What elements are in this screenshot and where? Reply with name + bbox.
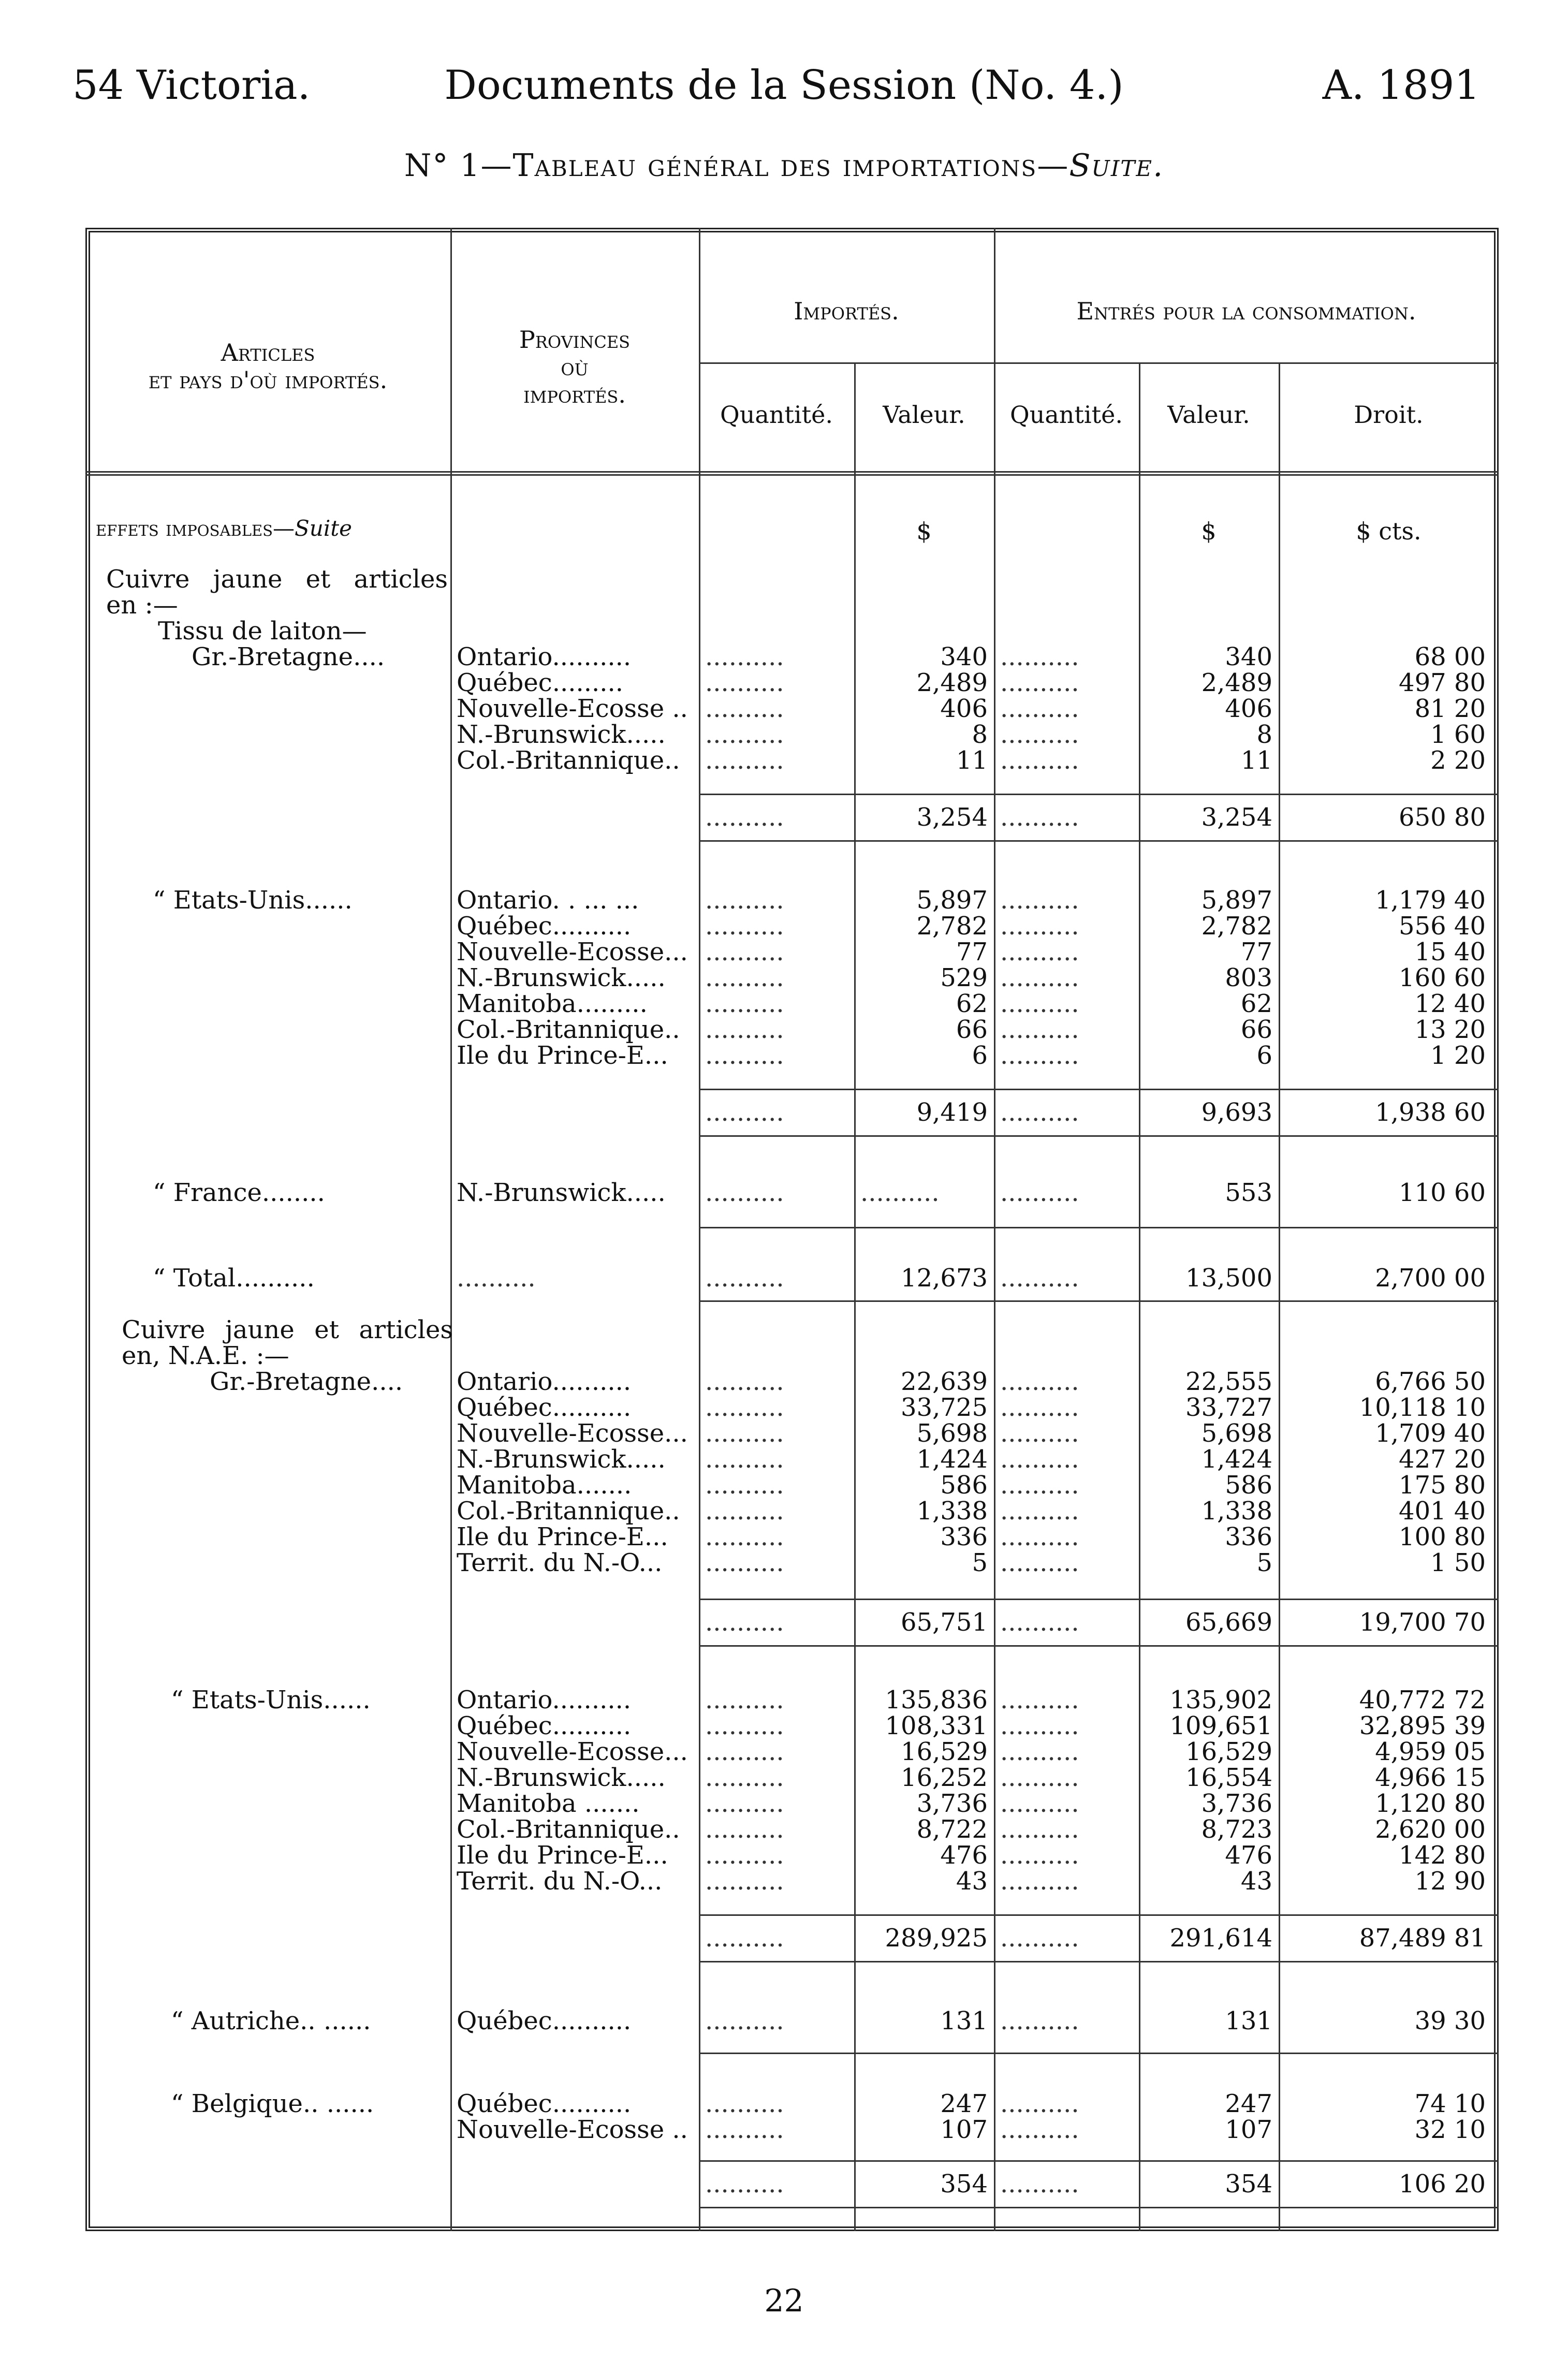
group2-eu-row-5-duty: 2,620 00 <box>1375 1815 1486 1844</box>
group2-eu-row-0-qty2-leader: .......... <box>1000 1688 1079 1712</box>
group2-gb-row-3-qty1-leader: .......... <box>705 1447 784 1472</box>
group1-gb-row-0-province: Ontario.......... <box>457 642 632 671</box>
group1-total-prov-leader: .......... <box>457 1266 536 1291</box>
group2-gb-row-7-province: Territ. du N.-O... <box>457 1548 663 1577</box>
group2-belgique-row-1-province: Nouvelle-Ecosse .. <box>457 2115 688 2144</box>
group1-eu-total-top-rule <box>699 1089 1499 1090</box>
group2-eu-row-3-value-imported: 16,252 <box>901 1763 988 1792</box>
group1-gb-row-3-province: N.-Brunswick..... <box>457 720 666 749</box>
group1-france-country: “ France........ <box>153 1178 325 1207</box>
group1-gb-row-4-value-entered: 11 <box>1240 746 1272 775</box>
group1-eu-row-0-qty1-leader: .......... <box>705 888 784 913</box>
group1-total-value-entered: 13,500 <box>1185 1264 1272 1293</box>
group2-gb-row-2-qty1-leader: .......... <box>705 1421 784 1446</box>
group2-autriche-row-qty2-leader: .......... <box>1000 2009 1079 2033</box>
group2-gb-row-0-value-imported: 22,639 <box>901 1367 988 1396</box>
group1-eu-row-0-value-imported: 5,897 <box>916 886 988 915</box>
col-articles-line1: Articles <box>221 339 315 367</box>
group2-gb-row-6-value-imported: 336 <box>940 1522 988 1551</box>
group1-eu-total-qty2-leader: .......... <box>1000 1100 1079 1125</box>
header-bottom-rule <box>85 471 1499 476</box>
group2-gb-row-4-value-imported: 586 <box>940 1471 988 1500</box>
unit-valeur-2: $ <box>1201 517 1217 545</box>
group2-gb-row-5-duty: 401 40 <box>1399 1497 1486 1526</box>
group1-eu-total-qty1-leader: .......... <box>705 1100 784 1125</box>
group1-eu-row-6-province: Ile du Prince-E... <box>457 1041 668 1070</box>
group1-gb-total-value-entered: 3,254 <box>1201 803 1272 832</box>
group1-gb-row-3-duty: 1 60 <box>1430 720 1486 749</box>
group2-eu-row-0-province: Ontario.......... <box>457 1686 632 1715</box>
group1-gb-row-0-value-entered: 340 <box>1225 642 1272 671</box>
group1-heading-line1: Cuivre jaune et articles <box>106 565 448 594</box>
col-importes: Importés. <box>794 297 899 325</box>
group1-gb-row-0-qty1-leader: .......... <box>705 644 784 669</box>
group2-gb-row-3-qty2-leader: .......... <box>1000 1447 1079 1472</box>
group1-eu-row-4-duty: 12 40 <box>1414 989 1486 1018</box>
table-title-main: N° 1—Tableau général des importations— <box>404 148 1069 184</box>
group2-eu-row-1-value-imported: 108,331 <box>885 1711 988 1740</box>
group2-eu-row-7-province: Territ. du N.-O... <box>457 1867 663 1896</box>
group2-gb-row-0-qty1-leader: .......... <box>705 1369 784 1394</box>
group1-france-qty2-leader: .......... <box>1000 1180 1079 1205</box>
group2-belgique-row-1-qty2-leader: .......... <box>1000 2117 1079 2142</box>
group2-eu-row-2-qty2-leader: .......... <box>1000 1739 1079 1764</box>
group2-gb-row-5-value-entered: 1,338 <box>1201 1497 1272 1526</box>
group2-belgique-row-1-duty: 32 10 <box>1414 2115 1486 2144</box>
group2-eu-row-5-value-entered: 8,723 <box>1201 1815 1272 1844</box>
group1-eu-total-value-entered: 9,693 <box>1201 1098 1272 1127</box>
group2-eu-row-1-qty1-leader: .......... <box>705 1713 784 1738</box>
group1-eu-row-6-value-entered: 6 <box>1256 1041 1272 1070</box>
group2-eu-row-1-value-entered: 109,651 <box>1169 1711 1272 1740</box>
group2-eu-total-qty1-leader: .......... <box>705 1926 784 1951</box>
group1-heading-line2: en :— <box>106 591 178 620</box>
group2-eu-total-qty2-leader: .......... <box>1000 1926 1079 1951</box>
group1-gb-row-1-qty2-leader: .......... <box>1000 670 1079 695</box>
group2-eu-total-top-rule <box>699 1914 1499 1916</box>
group1-gb-total-bottom-rule <box>699 840 1499 842</box>
group1-eu-row-5-qty1-leader: .......... <box>705 1017 784 1042</box>
group2-gb-row-1-qty2-leader: .......... <box>1000 1395 1079 1420</box>
col-entres: Entrés pour la consommation. <box>1076 297 1416 325</box>
group1-gb-row-1-qty1-leader: .......... <box>705 670 784 695</box>
group2-gb-row-1-province: Québec.......... <box>457 1393 632 1422</box>
group2-eu-row-0-qty1-leader: .......... <box>705 1688 784 1712</box>
group2-eu-row-4-qty1-leader: .......... <box>705 1791 784 1816</box>
group2-eu-row-6-value-entered: 476 <box>1225 1841 1272 1870</box>
group1-eu-row-0-value-entered: 5,897 <box>1201 886 1272 915</box>
group2-belgique-row-1-value-entered: 107 <box>1225 2115 1272 2144</box>
group1-gb-row-3-value-imported: 8 <box>972 720 988 749</box>
column-rule <box>1139 362 1140 2231</box>
group2-belgique-row-0-qty2-leader: .......... <box>1000 2091 1079 2116</box>
group2-gb-row-1-duty: 10,118 10 <box>1359 1393 1486 1422</box>
group2-belgique-total-qty1-leader: .......... <box>705 2172 784 2196</box>
group2-gb-row-1-value-entered: 33,727 <box>1185 1393 1272 1422</box>
group2-autriche-row-province: Québec.......... <box>457 2006 632 2035</box>
group1-eu-row-2-qty2-leader: .......... <box>1000 940 1079 964</box>
group1-eu-row-1-duty: 556 40 <box>1399 912 1486 941</box>
group2-eu-row-2-province: Nouvelle-Ecosse... <box>457 1737 688 1766</box>
group1-eu-row-3-value-imported: 529 <box>940 963 988 992</box>
group2-gb-row-7-duty: 1 50 <box>1430 1548 1486 1577</box>
group2-eu-row-1-duty: 32,895 39 <box>1359 1711 1486 1740</box>
group1-gb-row-3-value-entered: 8 <box>1256 720 1272 749</box>
group1-gb-country: Gr.-Bretagne.... <box>192 642 385 671</box>
group1-eu-row-0-qty2-leader: .......... <box>1000 888 1079 913</box>
group1-gb-row-3-qty2-leader: .......... <box>1000 722 1079 747</box>
group2-eu-row-6-province: Ile du Prince-E... <box>457 1841 668 1870</box>
group2-gb-row-2-qty2-leader: .......... <box>1000 1421 1079 1446</box>
group2-gb-row-0-province: Ontario.......... <box>457 1367 632 1396</box>
col-provinces-line1: Provinces <box>519 326 631 354</box>
group2-gb-row-6-qty2-leader: .......... <box>1000 1525 1079 1549</box>
group2-belgique-total-bottom-rule <box>699 2207 1499 2208</box>
group1-gb-row-4-duty: 2 20 <box>1430 746 1486 775</box>
group2-eu-row-4-value-entered: 3,736 <box>1201 1789 1272 1818</box>
section-label-text: effets imposables— <box>96 516 295 541</box>
group1-france-rule <box>699 1227 1499 1228</box>
group2-gb-row-6-province: Ile du Prince-E... <box>457 1522 668 1551</box>
group2-eu-row-4-qty2-leader: .......... <box>1000 1791 1079 1816</box>
group1-eu-row-4-value-entered: 62 <box>1240 989 1272 1018</box>
group2-eu-row-5-qty1-leader: .......... <box>705 1817 784 1842</box>
group1-eu-row-6-value-imported: 6 <box>972 1041 988 1070</box>
group2-gb-country: Gr.-Bretagne.... <box>210 1367 403 1396</box>
group2-gb-row-5-qty1-leader: .......... <box>705 1499 784 1523</box>
group2-belgique-total-duty: 106 20 <box>1399 2170 1486 2199</box>
group1-eu-row-1-qty1-leader: .......... <box>705 914 784 939</box>
group2-eu-row-6-duty: 142 80 <box>1399 1841 1486 1870</box>
group1-gb-row-4-qty1-leader: .......... <box>705 748 784 773</box>
column-rule <box>699 228 700 2231</box>
group1-eu-row-1-value-entered: 2,782 <box>1201 912 1272 941</box>
group2-belgique-total-value-entered: 354 <box>1225 2170 1272 2199</box>
group1-eu-row-0-duty: 1,179 40 <box>1375 886 1486 915</box>
group1-eu-row-4-qty1-leader: .......... <box>705 991 784 1016</box>
column-rule <box>450 228 452 2231</box>
group2-eu-row-6-value-imported: 476 <box>940 1841 988 1870</box>
group1-eu-row-5-value-entered: 66 <box>1240 1015 1272 1044</box>
group2-eu-row-0-value-entered: 135,902 <box>1169 1686 1272 1715</box>
col-droit: Droit. <box>1354 401 1424 429</box>
group2-gb-row-1-qty1-leader: .......... <box>705 1395 784 1420</box>
group2-belgique-total-value-imported: 354 <box>940 2170 988 2199</box>
group1-total-qty2-leader: .......... <box>1000 1266 1079 1291</box>
group2-gb-row-0-value-entered: 22,555 <box>1185 1367 1272 1396</box>
group1-gb-row-1-duty: 497 80 <box>1399 668 1486 697</box>
group2-eu-row-3-province: N.-Brunswick..... <box>457 1763 666 1792</box>
group2-gb-row-6-qty1-leader: .......... <box>705 1525 784 1549</box>
group2-eu-row-5-qty2-leader: .......... <box>1000 1817 1079 1842</box>
group2-belgique-country: “ Belgique.. ...... <box>171 2089 374 2118</box>
group2-belgique-total-top-rule <box>699 2160 1499 2162</box>
group2-gb-row-0-duty: 6,766 50 <box>1375 1367 1486 1396</box>
group1-gb-row-0-duty: 68 00 <box>1414 642 1486 671</box>
group1-eu-row-3-value-entered: 803 <box>1225 963 1272 992</box>
group2-eu-total-bottom-rule <box>699 1961 1499 1962</box>
col-provinces-line3: importés. <box>523 380 626 408</box>
group1-france-value-entered: 553 <box>1225 1178 1272 1207</box>
column-rule <box>994 228 995 2231</box>
group2-gb-total-qty2-leader: .......... <box>1000 1610 1079 1635</box>
header-left: 54 Victoria. <box>72 62 311 109</box>
group2-gb-total-top-rule <box>699 1599 1499 1600</box>
group1-france-duty: 110 60 <box>1399 1178 1486 1207</box>
group2-gb-row-1-value-imported: 33,725 <box>901 1393 988 1422</box>
group1-gb-row-4-province: Col.-Britannique.. <box>457 746 680 775</box>
group2-gb-total-value-imported: 65,751 <box>901 1608 988 1637</box>
group1-eu-row-3-duty: 160 60 <box>1399 963 1486 992</box>
group2-eu-row-6-qty1-leader: .......... <box>705 1843 784 1868</box>
group1-total-value-imported: 12,673 <box>901 1264 988 1293</box>
group2-eu-row-0-duty: 40,772 72 <box>1359 1686 1486 1715</box>
col-quantite-2: Quantité. <box>1010 401 1123 429</box>
group2-gb-row-7-value-entered: 5 <box>1256 1548 1272 1577</box>
group1-gb-row-2-province: Nouvelle-Ecosse .. <box>457 694 688 723</box>
group2-gb-row-3-duty: 427 20 <box>1399 1445 1486 1474</box>
group2-eu-row-2-value-imported: 16,529 <box>901 1737 988 1766</box>
group2-eu-row-4-value-imported: 3,736 <box>916 1789 988 1818</box>
group2-gb-row-2-value-entered: 5,698 <box>1201 1419 1272 1448</box>
group2-autriche-rule <box>699 2053 1499 2054</box>
group1-eu-total-duty: 1,938 60 <box>1375 1098 1486 1127</box>
group1-eu-row-0-province: Ontario. . ... ... <box>457 886 639 915</box>
group2-belgique-row-0-value-entered: 247 <box>1225 2089 1272 2118</box>
col-articles-line2: et pays d'où importés. <box>148 365 388 394</box>
col-provinces <box>450 326 699 408</box>
group2-gb-row-7-qty1-leader: .......... <box>705 1550 784 1575</box>
group2-gb-row-7-qty2-leader: .......... <box>1000 1550 1079 1575</box>
group2-gb-row-2-province: Nouvelle-Ecosse... <box>457 1419 688 1448</box>
group2-eu-row-3-duty: 4,966 15 <box>1375 1763 1486 1792</box>
group1-france-val1-leader: .......... <box>860 1180 940 1205</box>
group2-gb-row-4-province: Manitoba....... <box>457 1471 632 1500</box>
group1-eu-row-3-qty1-leader: .......... <box>705 965 784 990</box>
group1-eu-row-5-province: Col.-Britannique.. <box>457 1015 680 1044</box>
group1-eu-row-2-qty1-leader: .......... <box>705 940 784 964</box>
group2-eu-country: “ Etats-Unis...... <box>171 1686 371 1715</box>
group1-gb-row-2-qty1-leader: .......... <box>705 696 784 721</box>
group2-autriche-row-duty: 39 30 <box>1414 2006 1486 2035</box>
col-valeur-2: Valeur. <box>1167 401 1250 429</box>
group1-eu-row-4-province: Manitoba......... <box>457 989 648 1018</box>
group2-heading-line2: en, N.A.E. :— <box>122 1341 289 1370</box>
group2-eu-row-3-qty2-leader: .......... <box>1000 1765 1079 1790</box>
page-number: 22 <box>764 2283 804 2319</box>
col-valeur-1: Valeur. <box>883 401 965 429</box>
unit-valeur-1: $ <box>916 517 932 545</box>
group1-eu-row-5-duty: 13 20 <box>1414 1015 1486 1044</box>
group1-eu-row-2-duty: 15 40 <box>1414 937 1486 966</box>
group1-gb-row-1-province: Québec......... <box>457 668 624 697</box>
group1-eu-row-3-qty2-leader: .......... <box>1000 965 1079 990</box>
group2-gb-row-4-qty2-leader: .......... <box>1000 1473 1079 1498</box>
group1-gb-row-2-value-imported: 406 <box>940 694 988 723</box>
group1-eu-row-6-duty: 1 20 <box>1430 1041 1486 1070</box>
group2-eu-row-3-qty1-leader: .......... <box>705 1765 784 1790</box>
group2-gb-row-3-province: N.-Brunswick..... <box>457 1445 666 1474</box>
col-articles <box>85 339 450 394</box>
table-title-suffix: Suite. <box>1069 148 1164 184</box>
group2-eu-total-value-entered: 291,614 <box>1169 1924 1272 1953</box>
group1-eu-row-1-value-imported: 2,782 <box>916 912 988 941</box>
group1-eu-row-6-qty2-leader: .......... <box>1000 1043 1079 1068</box>
group1-gb-total-duty: 650 80 <box>1399 803 1486 832</box>
group2-gb-row-3-value-imported: 1,424 <box>916 1445 988 1474</box>
group1-france-qty1-leader: .......... <box>705 1180 784 1205</box>
group1-eu-row-6-qty1-leader: .......... <box>705 1043 784 1068</box>
group2-gb-row-3-value-entered: 1,424 <box>1201 1445 1272 1474</box>
group2-belgique-row-1-value-imported: 107 <box>940 2115 988 2144</box>
group2-eu-row-1-qty2-leader: .......... <box>1000 1713 1079 1738</box>
group1-gb-row-3-qty1-leader: .......... <box>705 722 784 747</box>
group2-gb-row-5-province: Col.-Britannique.. <box>457 1497 680 1526</box>
group1-eu-row-2-value-entered: 77 <box>1240 937 1272 966</box>
col-provinces-line2: où <box>561 353 589 381</box>
group1-gb-row-2-qty2-leader: .......... <box>1000 696 1079 721</box>
group2-eu-row-2-duty: 4,959 05 <box>1375 1737 1486 1766</box>
group2-eu-row-5-value-imported: 8,722 <box>916 1815 988 1844</box>
group1-gb-row-1-value-entered: 2,489 <box>1201 668 1272 697</box>
group2-gb-row-4-qty1-leader: .......... <box>705 1473 784 1498</box>
group1-gb-row-0-value-imported: 340 <box>940 642 988 671</box>
group2-autriche-row-value-imported: 131 <box>940 2006 988 2035</box>
group1-total-qty1-leader: .......... <box>705 1266 784 1291</box>
group1-eu-total-value-imported: 9,419 <box>916 1098 988 1127</box>
column-rule <box>854 362 856 2231</box>
group2-eu-row-2-value-entered: 16,529 <box>1185 1737 1272 1766</box>
group2-gb-row-5-qty2-leader: .......... <box>1000 1499 1079 1523</box>
group2-gb-row-0-qty2-leader: .......... <box>1000 1369 1079 1394</box>
group1-eu-row-1-province: Québec.......... <box>457 912 632 941</box>
group2-autriche-row-value-entered: 131 <box>1225 2006 1272 2035</box>
group2-eu-row-4-duty: 1,120 80 <box>1375 1789 1486 1818</box>
group2-gb-row-2-duty: 1,709 40 <box>1375 1419 1486 1448</box>
group1-eu-row-5-qty2-leader: .......... <box>1000 1017 1079 1042</box>
header-split-rule <box>699 362 1499 364</box>
group2-autriche-country: “ Autriche.. ...... <box>171 2006 371 2035</box>
group2-eu-row-4-province: Manitoba ....... <box>457 1789 640 1818</box>
group2-gb-row-5-value-imported: 1,338 <box>916 1497 988 1526</box>
group1-gb-row-0-qty2-leader: .......... <box>1000 644 1079 669</box>
group2-gb-row-6-value-entered: 336 <box>1225 1522 1272 1551</box>
group2-gb-total-value-entered: 65,669 <box>1185 1608 1272 1637</box>
group1-eu-row-1-qty2-leader: .......... <box>1000 914 1079 939</box>
group2-eu-row-5-province: Col.-Britannique.. <box>457 1815 680 1844</box>
group1-gb-total-top-rule <box>699 794 1499 795</box>
table-title <box>0 148 1568 184</box>
group2-gb-total-duty: 19,700 70 <box>1359 1608 1486 1637</box>
header-center: Documents de la Session (No. 4.) <box>444 62 1124 109</box>
group2-gb-row-7-value-imported: 5 <box>972 1548 988 1577</box>
group1-total-label: “ Total.......... <box>153 1264 315 1293</box>
group2-belgique-total-qty2-leader: .......... <box>1000 2172 1079 2196</box>
group1-total-duty: 2,700 00 <box>1375 1264 1486 1293</box>
group1-gb-total-qty1-leader: .......... <box>705 805 784 830</box>
group2-eu-total-duty: 87,489 81 <box>1359 1924 1486 1953</box>
group2-gb-row-6-duty: 100 80 <box>1399 1522 1486 1551</box>
group2-eu-row-0-value-imported: 135,836 <box>885 1686 988 1715</box>
group1-eu-row-2-value-imported: 77 <box>956 937 988 966</box>
group2-gb-row-4-value-entered: 586 <box>1225 1471 1272 1500</box>
group2-eu-row-7-duty: 12 90 <box>1414 1867 1486 1896</box>
group2-belgique-row-1-qty1-leader: .......... <box>705 2117 784 2142</box>
group2-eu-row-6-qty2-leader: .......... <box>1000 1843 1079 1868</box>
group2-eu-row-2-qty1-leader: .......... <box>705 1739 784 1764</box>
group2-eu-row-1-province: Québec.......... <box>457 1711 632 1740</box>
group1-gb-total-value-imported: 3,254 <box>916 803 988 832</box>
group1-eu-row-4-value-imported: 62 <box>956 989 988 1018</box>
group2-eu-row-7-value-entered: 43 <box>1240 1867 1272 1896</box>
column-rule <box>1279 362 1280 2231</box>
group1-gb-row-4-qty2-leader: .......... <box>1000 748 1079 773</box>
unit-droit: $ cts. <box>1356 517 1422 545</box>
group1-gb-row-2-value-entered: 406 <box>1225 694 1272 723</box>
group2-gb-row-4-duty: 175 80 <box>1399 1471 1486 1500</box>
header-right: A. 1891 <box>1322 62 1480 109</box>
group2-gb-row-2-value-imported: 5,698 <box>916 1419 988 1448</box>
group1-gb-row-2-duty: 81 20 <box>1414 694 1486 723</box>
group1-heading-line3: Tissu de laiton— <box>158 617 367 646</box>
group2-belgique-row-0-value-imported: 247 <box>940 2089 988 2118</box>
section-label-suffix: Suite <box>295 516 352 541</box>
group2-eu-row-3-value-entered: 16,554 <box>1185 1763 1272 1792</box>
section-label <box>96 518 352 539</box>
group1-gb-row-1-value-imported: 2,489 <box>916 668 988 697</box>
group2-eu-row-7-qty1-leader: .......... <box>705 1869 784 1894</box>
group1-eu-row-4-qty2-leader: .......... <box>1000 991 1079 1016</box>
group2-heading-line1: Cuivre jaune et articles <box>122 1315 453 1344</box>
group1-eu-country: “ Etats-Unis...... <box>153 886 353 915</box>
group2-eu-row-7-value-imported: 43 <box>956 1867 988 1896</box>
group1-total-rule <box>699 1300 1499 1302</box>
group1-eu-total-bottom-rule <box>699 1135 1499 1137</box>
group2-belgique-row-0-duty: 74 10 <box>1414 2089 1486 2118</box>
group1-gb-total-qty2-leader: .......... <box>1000 805 1079 830</box>
group2-belgique-row-0-province: Québec.......... <box>457 2089 632 2118</box>
group1-eu-row-5-value-imported: 66 <box>956 1015 988 1044</box>
group2-gb-total-qty1-leader: .......... <box>705 1610 784 1635</box>
group2-eu-total-value-imported: 289,925 <box>885 1924 988 1953</box>
group2-eu-row-7-qty2-leader: .......... <box>1000 1869 1079 1894</box>
group2-belgique-row-0-qty1-leader: .......... <box>705 2091 784 2116</box>
group1-gb-row-4-value-imported: 11 <box>956 746 988 775</box>
col-quantite-1: Quantité. <box>720 401 833 429</box>
group1-eu-row-2-province: Nouvelle-Ecosse... <box>457 937 688 966</box>
group2-autriche-row-qty1-leader: .......... <box>705 2009 784 2033</box>
group2-gb-total-bottom-rule <box>699 1645 1499 1647</box>
group1-eu-row-3-province: N.-Brunswick..... <box>457 963 666 992</box>
group1-france-province: N.-Brunswick..... <box>457 1178 666 1207</box>
